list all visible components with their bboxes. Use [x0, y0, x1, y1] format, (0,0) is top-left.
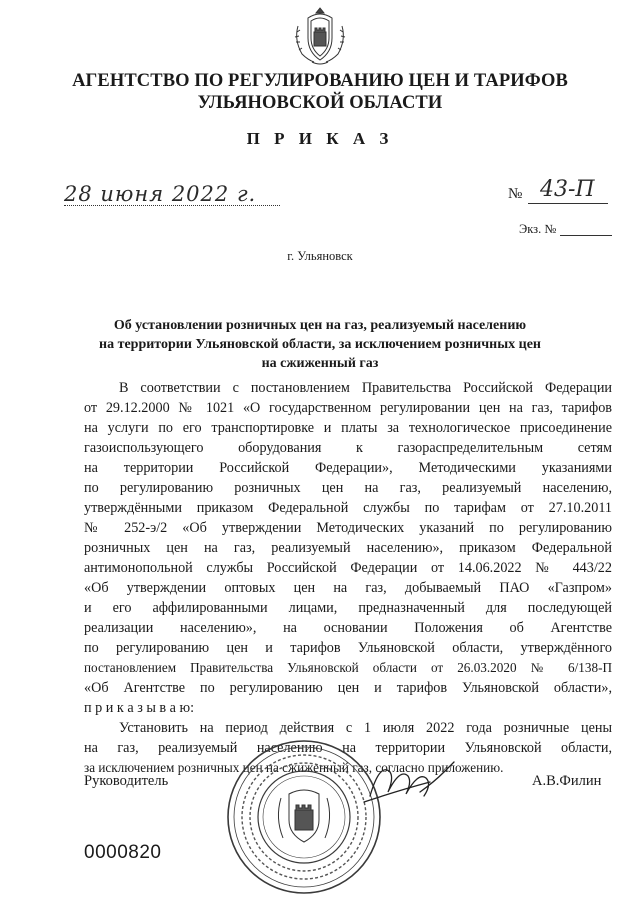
body-text-line: на газ, реализуемый населению на территории Ульяновской области, [84, 740, 612, 756]
coat-of-arms-icon [288, 4, 352, 68]
body-text-line: за исключением розничных цен на сжиженный газ, согласно приложению. [84, 760, 504, 775]
subject-line: на сжиженный газ [261, 356, 379, 371]
subject-line: Об установлении розничных цен на газ, реализуемый населению [113, 318, 527, 333]
body-text-line: на территории Российской Федерации», Методическими указаниями [84, 460, 612, 476]
subject-line: на территории Ульяновской области, за исключением розничных цен [99, 337, 541, 352]
body-text-line: № 252-э/2 «Об утверждении Методических указаний по регулированию [84, 520, 612, 536]
agency-name-line2: УЛЬЯНОВСКОЙ ОБЛАСТИ [197, 93, 443, 113]
body-text-line: «Об Агентстве по регулированию цен и тарифов Ульяновской области», [84, 680, 612, 696]
body-text-line: «Об утверждении оптовых цен на газ, добываемый ПАО «Газпром» [84, 580, 612, 596]
handwritten-date: 28 июня 2022 г. [64, 182, 257, 206]
order-number-label: № [508, 186, 523, 202]
copy-number-label: Экз. № [519, 222, 557, 236]
body-text-line: по регулированию розничных цен на газ, реализуемый населению, [84, 480, 612, 496]
form-serial-number: 0000820 [84, 842, 162, 863]
body-text-line: Установить на период действия с 1 июля 2022 года розничные цены [119, 720, 612, 736]
body-text-line: реализации населению», на основании Положения об Агентстве [84, 620, 612, 636]
copy-number-blank [560, 235, 612, 236]
body-text-line: розничных цен на газ, реализуемый населению», приказом Федеральной [84, 540, 612, 556]
document-type-title: П Р И К А З [246, 129, 394, 148]
body-text-line: антимонопольной службы Российской Федерации от 14.06.2022 № 443/22 [84, 560, 612, 576]
city: г. Ульяновск [287, 249, 353, 263]
body-text-line: газоиспользующего оборудования к газораспределительным сетям [84, 440, 612, 456]
body-text-line: утверждёнными приказом Федеральной службы по тарифам от 27.10.2011 [84, 500, 612, 516]
date-underline [64, 205, 280, 206]
order-directive: п р и к а з ы в а ю: [84, 700, 195, 716]
body-text-line: постановлением Правительства Ульяновской области от 26.03.2020 № 6/138-П [84, 660, 612, 675]
number-underline [528, 203, 608, 204]
body-text-line: В соответствии с постановлением Правительства Российской Федерации [119, 380, 612, 396]
body-text-line: и его аффилированными лицами, предназначенный для последующей [84, 600, 612, 616]
signatory-position: Руководитель [84, 773, 169, 789]
body-text-line: от 29.12.2000 № 1021 «О государственном регулировании цен на газ, тарифов [84, 400, 612, 416]
signatory-name: А.В.Филин [532, 773, 602, 789]
handwritten-order-number: 43-П [540, 177, 595, 202]
agency-name-line1: АГЕНТСТВО ПО РЕГУЛИРОВАНИЮ ЦЕН И ТАРИФОВ [72, 71, 568, 91]
body-text-line: по регулированию цен и тарифов Ульяновской области, утверждённого [84, 640, 612, 656]
body-text-line: на услуги по его транспортировке и платы за технологическое присоединение [84, 420, 612, 436]
handwritten-signature-icon [360, 752, 460, 808]
